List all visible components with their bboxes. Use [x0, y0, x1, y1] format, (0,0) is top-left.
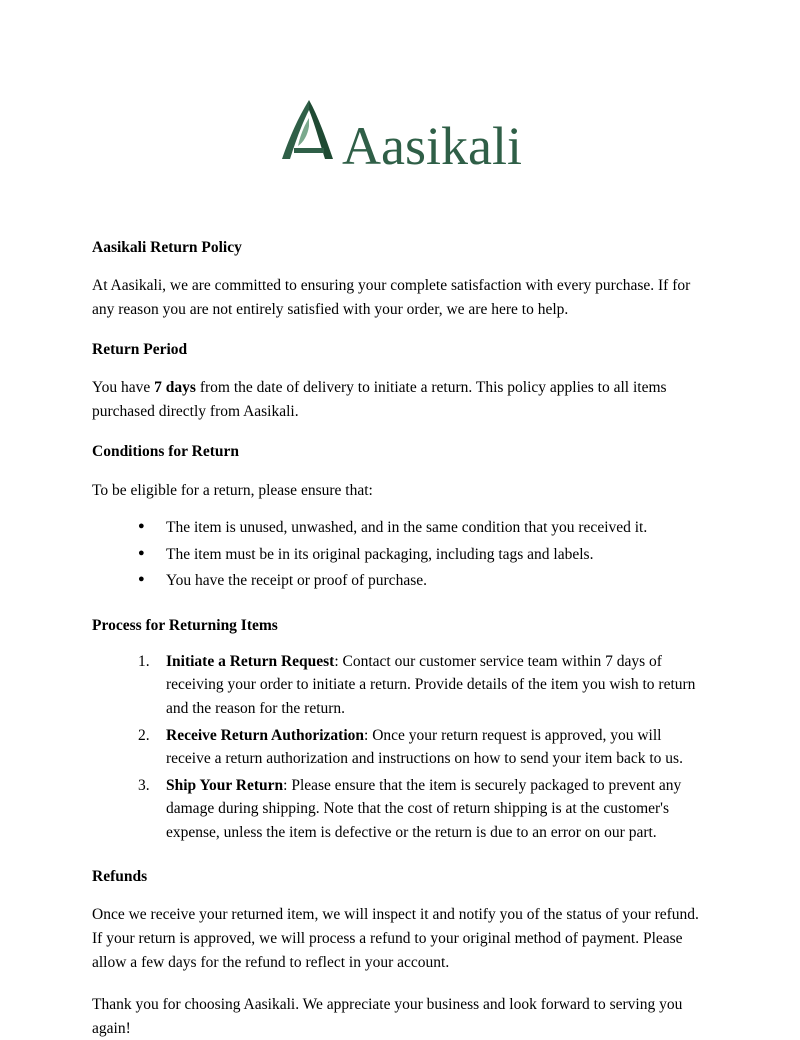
step-text: : Please ensure that the item is securely packaged to prevent any damage during shipping. Note that the cost of return shipping is at the customer's expense, unless the item is defective or the return is due to an error on our part. [166, 776, 682, 841]
step-text: : Contact our customer service team within 7 days of receiving your order to initiate a return. Provide details of the item you wish to return and the reason for the return. [166, 652, 696, 718]
list-item: ● The item must be in its original packaging, including tags and labels. [138, 543, 708, 567]
section-heading-refunds: Refunds [92, 868, 148, 886]
list-item: ● The item is unused, unwashed, and in the same condition that you received it. [138, 516, 708, 540]
step-label: Ship Your Return [166, 776, 284, 794]
logo-leaf-icon [278, 96, 340, 196]
logo-lockup [278, 96, 522, 176]
step-text: : Once your return request is approved, you will receive a return authorization and instructions on how to send your item back to us. [166, 726, 683, 768]
return-period-lead: You have [92, 379, 155, 397]
list-item: ● You have the receipt or proof of purchase. [138, 569, 708, 593]
list-item [138, 724, 708, 771]
closing-paragraph: Thank you for choosing Aasikali. We appreciate your business and look forward to serving you again! [92, 996, 683, 1037]
return-period-paragraph [92, 376, 708, 423]
return-period-rest: from the date of delivery to initiate a return. This policy applies to all items purchased directly from Aasikali. [92, 379, 667, 420]
section-heading-process: Process for Returning Items [92, 616, 278, 634]
return-period-days: 7 days [154, 379, 196, 397]
section-heading-return-period: Return Period [92, 341, 188, 359]
document-body [0, 238, 800, 1040]
list-item [138, 774, 708, 845]
intro-paragraph: At Aasikali, we are committed to ensuring your complete satisfaction with every purchase. If for any reason you are not entirely satisfied with your order, we are here to help. [92, 277, 691, 318]
page-title: Aasikali Return Policy [92, 239, 242, 256]
brand-logo [0, 0, 800, 178]
logo-wordmark: Aasikali [342, 116, 522, 176]
step-label: Receive Return Authorization [166, 726, 365, 744]
conditions-paragraph: To be eligible for a return, please ensure that: [92, 481, 373, 499]
list-item [138, 650, 708, 721]
section-heading-conditions: Conditions for Return [92, 443, 239, 461]
refunds-paragraph: Once we receive your returned item, we will inspect it and notify you of the status of your refund. If your return is approved, we will process a refund to your original method of payment. Please allow a few days for the refund to reflect in your account. [92, 906, 699, 971]
process-steps-list [92, 650, 708, 844]
conditions-list [92, 516, 708, 593]
step-label: Initiate a Return Request [166, 652, 335, 670]
